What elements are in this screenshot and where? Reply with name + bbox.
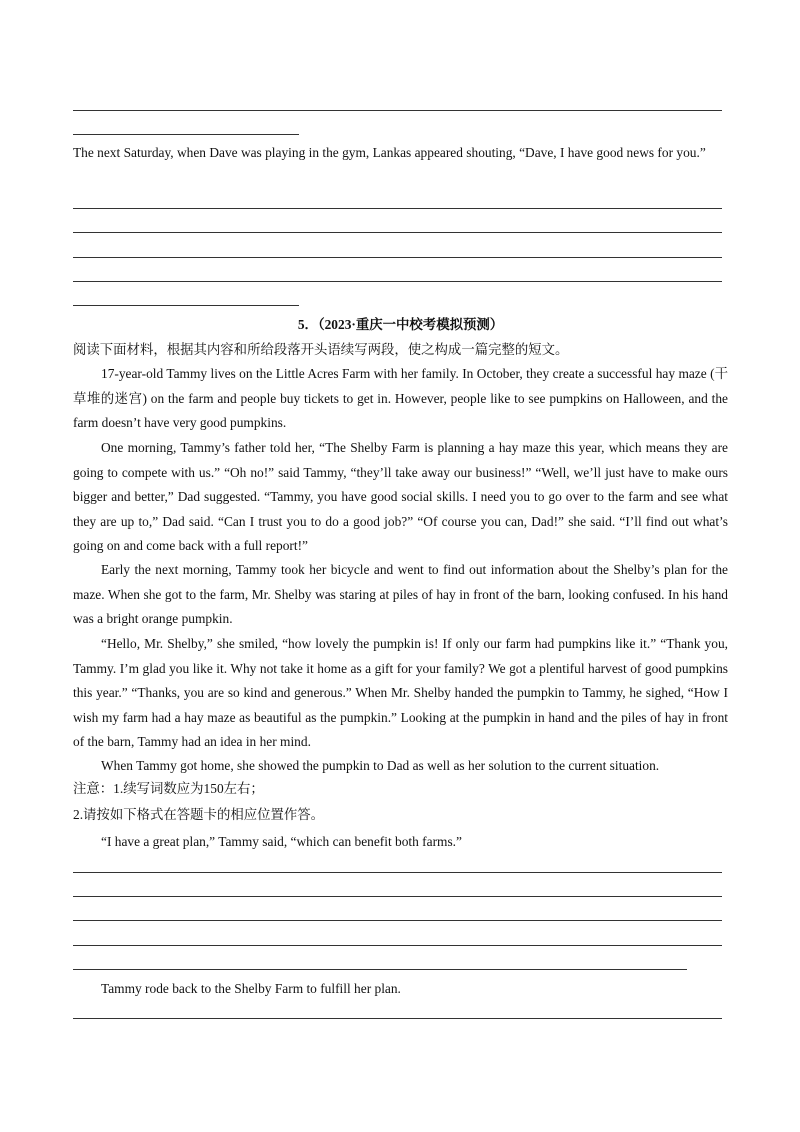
continuation-opening-1: “I have a great plan,” Tammy said, “which can benefit both farms.” [101,834,462,849]
answer-line [73,1018,722,1019]
answer-line-end [73,134,299,135]
passage-paragraph-5: When Tammy got home, she showed the pumpkin to Dad as well as her solution to the current situation. [101,758,660,773]
question-instruction: 阅读下面材料，根据其内容和所给段落开头语续写两段，使之构成一篇完整的短文。 [73,342,569,357]
note-line-1: 注意：1.续写词数应为150左右； [73,781,264,796]
continuation-opening-2: Tammy rode back to the Shelby Farm to fulfill her plan. [101,981,401,996]
answer-line [73,945,722,946]
answer-line [73,110,722,111]
answer-line [73,208,722,209]
answer-line [73,232,722,233]
answer-line-end [73,305,299,306]
answer-line [73,920,722,921]
answer-line-end [73,969,687,970]
question-heading: 5．（2023·重庆一中校考模拟预测） [297,317,504,332]
paragraph-opening-prev: The next Saturday, when Dave was playing in the gym, Lankas appeared shouting, “Dave, I have good news for you.” [73,145,706,160]
answer-line [73,281,722,282]
passage-paragraph-3: Early the next morning, Tammy took her bicycle and went to find out information about the Shelby’s plan for the maze. When she got to the farm, Mr. Shelby was staring at piles of hay in front of the barn, looking confused. In his hand was a bright orange pumpkin. [73,562,728,626]
passage-paragraph-4: “Hello, Mr. Shelby,” she smiled, “how lovely the pumpkin is! If only our farm had pumpkins like it.” “Thank you, Tammy. I’m glad you like it. Why not take it home as a gift for your family? We got a plentiful harvest of good pumpkins this year.” “Thanks, you are so kind and generous.” When Mr. Shelby handed the pumpkin to Tammy, he sighed, “How I wish my farm had a hay maze as beautiful as the pumpkin.” Looking at the pumpkin in hand and the piles of hay in front of the barn, Tammy had an idea in her mind. [73,636,728,749]
answer-line [73,872,722,873]
answer-line [73,257,722,258]
passage-paragraph-1: 17-year-old Tammy lives on the Little Acres Farm with her family. In October, they create a successful hay maze (干草堆的迷宫) on the farm and people buy tickets to get in. However, people like to see pumpkins on Halloween, and the farm doesn’t have very good pumpkins. [73,366,728,430]
answer-line [73,896,722,897]
note-line-2: 2.请按如下格式在答题卡的相应位置作答。 [73,807,325,822]
passage-paragraph-2: One morning, Tammy’s father told her, “The Shelby Farm is planning a hay maze this year, which means they are going to compete with us.” “Oh no!” said Tammy, “they’ll take away our business!” “Well, we’ll just have to make ours bigger and better,” Dad suggested. “Tammy, you have good social skills. I need you to go over to the farm and see what they are up to,” Dad said. “Can I trust you to do a good job?” “Of course you can, Dad!” she said. “I’ll find out what’s going on and come back with a full report!” [73,440,728,553]
